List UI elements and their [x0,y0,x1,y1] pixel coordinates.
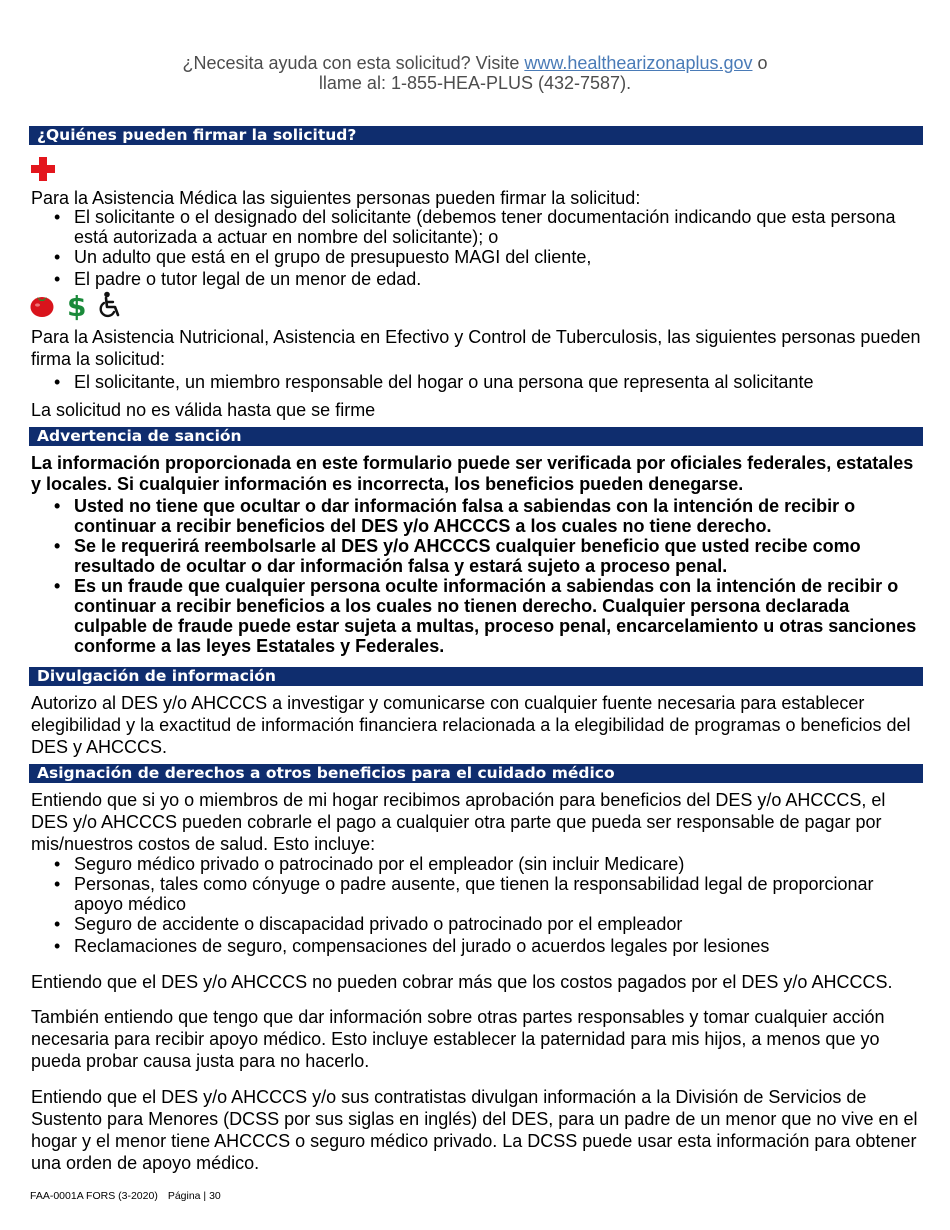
list-item: • Un adulto que está en el grupo de presupuesto MAGI del cliente, [52,247,922,267]
section-header-disclosure: Divulgación de información [29,667,923,686]
tomato-icon [29,292,55,323]
list-item: • Usted no tiene que ocultar o dar información falsa a sabiendas con la intención de recibir o continuar a recibir beneficios del DES y/o AHCCCS a los cuales no tiene derecho. [52,496,922,536]
list-item: • Seguro médico privado o patrocinado por el empleador (sin incluir Medicare) [52,854,922,874]
list-item: • Seguro de accidente o discapacidad privado o patrocinado por el empleador [52,914,922,934]
wheelchair-icon [98,291,124,324]
list-item: • Se le requerirá reembolsarle al DES y/o AHCCCS cualquier beneficio que usted recibe como resultado de ocultar o dar información falsa y estará sujeto a proceso penal. [52,536,922,576]
page-number: Página | 30 [167,1190,221,1202]
list-item: • El solicitante, un miembro responsable del hogar o una persona que representa al solicitante [52,372,922,392]
list-item: • Es un fraude que cualquier persona oculte información a sabiendas con la intención de recibir o continuar a recibir beneficios a los cuales no tienen derecho. Cualquier persona declarada culpable de fraude puede estar sujeta a multas, proceso penal, encarcelamiento u otras sanciones conforme a las leyes Estatales y Federales. [52,576,922,656]
sanction-list [52,496,922,656]
assignment-para-2: También entiendo que tengo que dar información sobre otras partes responsables y tomar cualquier acción necesaria para recibir apoyo médico. Esto incluye establecer la paternidad para mis hijos, a menos que yo pueda probar causa justa para no hacerlo. [31,1007,885,1071]
list-item: • El padre o tutor legal de un menor de edad. [52,269,922,289]
help-suffix: o [752,53,768,73]
assignment-list [52,854,922,956]
list-item: • Reclamaciones de seguro, compensaciones del jurado o acuerdos legales por lesiones [52,936,922,956]
section-header-sanction: Advertencia de sanción [29,427,923,446]
nutrition-signers-intro: Para la Asistencia Nutricional, Asistencia en Efectivo y Control de Tuberculosis, las siguientes personas pueden firma la solicitud: [31,327,921,369]
nutrition-signers-list [52,372,922,392]
assignment-para-3: Entiendo que el DES y/o AHCCCS y/o sus contratistas divulgan información a la División de Servicios de Sustento para Menores (DCSS por sus siglas en inglés) del DES, para un padre de un menor que no vive en el hogar y el menor tiene AHCCCS o seguro médico privado. La DCSS puede usar esta información para obtener una orden de apoyo médico. [31,1087,918,1173]
page-footer [30,1190,231,1202]
program-icons [29,290,124,323]
not-valid-note: La solicitud no es válida hasta que se firme [31,400,376,420]
medical-cross-icon [30,156,56,187]
medical-signers-intro: Para la Asistencia Médica las siguientes personas pueden firmar la solicitud: [31,188,641,208]
dollar-icon: $ [67,290,87,323]
list-item: • Personas, tales como cónyuge o padre ausente, que tienen la responsabilidad legal de proporcionar apoyo médico [52,874,922,914]
medical-signers-list [52,207,922,289]
assignment-para-1: Entiendo que el DES y/o AHCCCS no pueden cobrar más que los costos pagados por el DES y/o AHCCCS. [31,972,893,992]
form-id: FAA-0001A FORS (3-2020) [30,1190,158,1202]
section-header-signers: ¿Quiénes pueden firmar la solicitud? [29,126,923,145]
list-item: • El solicitante o el designado del solicitante (debemos tener documentación indicando que esta persona está autorizada a actuar en nombre del solicitante); o [52,207,922,247]
disclosure-text: Autorizo al DES y/o AHCCCS a investigar y comunicarse con cualquier fuente necesaria para establecer elegibilidad y la exactitud de información financiera relacionada a la elegibilidad de programas o beneficios del DES y AHCCCS. [31,693,911,757]
section-header-assignment: Asignación de derechos a otros beneficios para el cuidado médico [29,764,923,783]
assignment-intro: Entiendo que si yo o miembros de mi hogar recibimos aprobación para beneficios del DES y/o AHCCCS, el DES y/o AHCCCS pueden cobrarle el pago a cualquier otra parte que pueda ser responsable de pagar por mis/nuestros costos de salud. Esto incluye: [31,790,886,854]
sanction-intro: La información proporcionada en este formulario puede ser verificada por oficiales federales, estatales y locales. Si cualquier información es incorrecta, los beneficios pueden denegarse. [31,453,914,494]
help-website-link[interactable]: www.healthearizonaplus.gov [524,53,753,73]
help-banner [0,53,950,93]
help-prefix: ¿Necesita ayuda con esta solicitud? Visite [182,53,525,73]
help-phone: llame al: 1-855-HEA-PLUS (432-7587). [318,73,632,93]
